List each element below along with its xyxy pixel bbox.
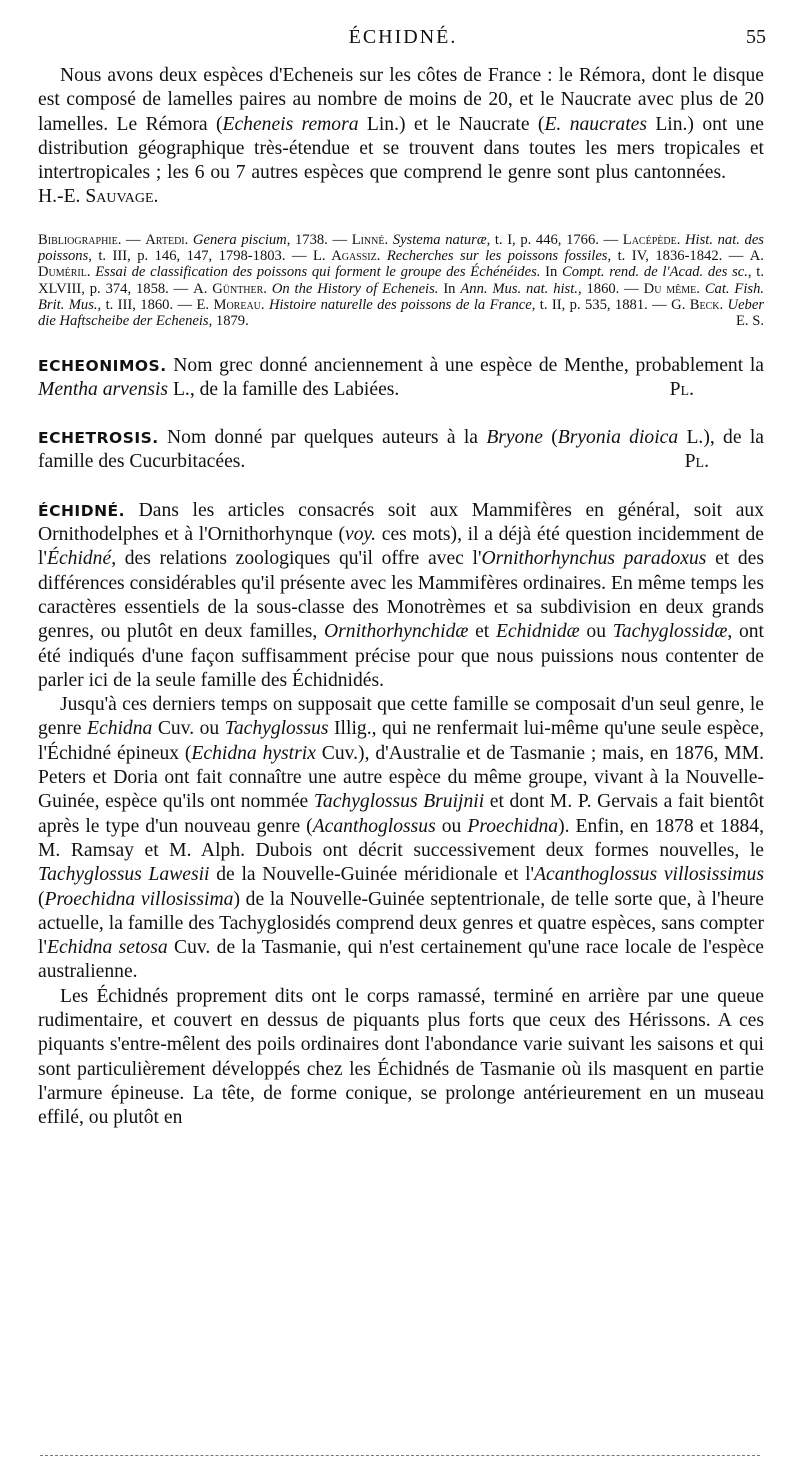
text-run: ( [38,888,45,910]
biblio-title: Genera piscium [192,231,287,248]
text-run: Jusqu'à ces derniers temps on supposait que cette famille se composait d'un seul genre, le genre [38,694,764,740]
text-run: ou [579,621,613,643]
text-run: , t. III, p. 146, 147, 1798-1803. — [88,248,313,265]
text-run: et [468,621,496,643]
running-title: ÉCHIDNÉ. [348,26,458,48]
author-signature: Pl. [684,451,709,473]
taxon-name: Bryonia dioica [557,427,679,449]
taxon-name: Tachyglossus [224,718,329,740]
text-run: , ont été indiqués d'une façon suffisamment précise pour que nous puissions nous contenter de parler ici de la seule famille des Échidnidés. [38,621,765,691]
text-run: voy. [345,524,377,546]
biblio-title: Histoire naturelle des poissons de la France [268,296,532,313]
taxon-name: Tachyglossus Bruijnii [313,791,485,813]
biblio-author: Du même. [643,280,700,297]
page-number: 55 [746,26,766,48]
biblio-author: A. Duméril. [38,248,764,281]
entry-echidne-paragraph-2 [38,693,764,985]
biblio-author: Lacépède. [622,231,681,248]
text-run: ces mots), il a déjà été question incidemment de l' [38,524,764,570]
biblio-title: Compt. rend. de l'Acad. des sc. [562,264,748,281]
taxon-name: Echidna hystrix [191,742,316,764]
text-run: L.), de la famille des Cucurbitacées. [38,427,764,473]
taxon-name: Echidnidæ [495,621,580,643]
biblio-author: Artedi. [145,231,189,248]
biblio-title: Hist. nat. des poissons [38,231,764,265]
body-text [38,64,764,1130]
entry-headword: ECHETROSIS. [38,429,159,448]
text-run: , t. III, 1860. — [97,296,197,313]
biblio-label: Bibliographie. [38,231,122,248]
taxon-name: Ornithorhynchus paradoxus [481,548,707,570]
text-run: ). Enfin, en 1878 et 1884, M. Ramsay et M. Alph. Dubois ont décrit successivement deux formes nouvelles, le [38,815,764,861]
taxon-name: Bryone [486,427,543,449]
taxon-name: Échidné [46,548,112,570]
biblio-author: L. Agassiz. [312,248,381,265]
bibliography [38,232,764,330]
text-run: et dont M. P. Gervais a fait bientôt après le type d'un nouveau genre ( [38,791,765,837]
biblio-author: G. Beck. [671,296,724,313]
text-run: ou [435,815,468,837]
biblio-title: Cat. Fish. Brit. Mus. [38,280,765,313]
text-run: In [540,264,563,281]
running-head [40,26,766,54]
entry-headword: ÉCHIDNÉ. [38,501,126,520]
text-run: Cuv. ou [152,718,225,740]
biblio-title: Recherches sur les poissons fossiles [386,248,608,265]
text-run: — [121,231,146,248]
text-run: In [438,280,461,297]
text-run: Illig., qui ne renfermait lui-même qu'une seule espèce, l'Échidné épineux ( [38,718,765,764]
text-run: Nom donné par quelques auteurs à la [158,427,487,449]
text-run: Nous avons deux espèces d'Echeneis sur les côtes de France : le Rémora, dont le disque est composé de lamelles paires au nombre de moins de 20, et le Naucrate avec plus de 20 lamelles. Le Rémora ( [38,65,764,135]
text-run: , 1860. — [577,280,644,297]
text-run: , 1879. [208,313,249,330]
entry-echidne-paragraph-3 [38,985,764,1131]
text-run: Lin.) et le Naucrate ( [358,113,545,135]
taxon-name: Mentha arvensis [38,378,169,400]
biblio-author: E. Moreau. [196,296,265,313]
entry-echidne-paragraph-1 [38,499,764,693]
taxon-name: Echidna setosa [46,937,168,959]
taxon-name: E. naucrates [544,113,647,135]
biblio-title: Essai de classification des poissons qui forment le groupe des Échénéides. [95,264,541,281]
text-run: Nom grec donné anciennement à une espèce de Menthe, probablement la [166,354,764,376]
biblio-title: Ueber die Haftscheibe der Echeneis [38,296,765,330]
text-run: Lin.) ont une distribution géographique très-étendue et se trouvent dans toutes les mers tropicales et intertropicales ; les 6 ou 7 autres espèces que comprend le genre sont plus cantonnées. [38,113,764,184]
taxon-name: Acanthoglossus villosissimus [534,864,764,886]
text-run: , t. I, p. 446, 1766. — [486,231,623,248]
taxon-name: Ornithorhynchidæ [324,621,469,643]
entry-echeonimos [38,354,764,403]
text-run: , t. II, p. 535, 1881. — [531,296,672,313]
entry-headword: ECHEONIMOS. [38,356,167,375]
text-run: , 1738. — [286,231,352,248]
text-run: Cuv. de la Tasmanie, qui n'est certainement qu'une race locale de l'espèce australienne. [38,937,765,983]
taxon-name: Echidna [87,718,153,740]
taxon-name: Proechidna villosissima [44,888,234,910]
taxon-name: Proechidna [467,815,559,837]
bottom-rule [40,1455,760,1456]
entry-echetrosis [38,426,764,475]
text-run: Cuv.), d'Australie et de Tasmanie ; mais, en 1876, MM. Peters et Doria ont fait connaître une autre espèce du même groupe, vivant à la Nouvelle-Guinée, espèce qu'ils ont nommée [38,742,764,813]
author-signature: H.-E. Sauvage. [38,186,159,208]
text-run: ) de la Nouvelle-Guinée septentrionale, de telle sorte que, à l'heure actuelle, la famille des Tachyglosidés comprend deux genres et quatre espèces, sans compter l' [38,888,764,959]
text-run: Les Échidnés proprement dits ont le corps ramassé, terminé en arrière par une queue rudimentaire, et couvert en dessus de piquants plus forts que ceux des Hérissons. A ces piquants s'entre-mêlent des poils ordinaires dont l'abondance varie suivant les saisons et qui sont particulièrement développés chez les Échidnés de Tasmanie où ils masquent en partie l'armure épineuse. La tête, de forme conique, se prolonge antérieurement en un museau effilé, ou plutôt en [38,985,764,1129]
biblio-title: Systema naturæ [392,231,487,248]
text-run: ( [542,427,558,449]
biblio-title: Ann. Mus. nat. hist. [460,280,578,297]
taxon-name: Acanthoglossus [312,815,436,837]
biblio-author: Linné. [351,231,389,248]
biblio-title: On the History of Echeneis. [271,280,439,297]
text-run: , t. XLVIII, p. 374, 1858. — [38,264,764,297]
text-run: et des différences considérables qu'il présente avec les Mammifères ordinaires. En même temps les caractères essentiels de la sous-classe des Monotrèmes et sa subdivision en deux grands genres, ou plutôt en deux familles, [38,548,764,643]
echeneis-paragraph [38,64,764,210]
taxon-name: Tachyglossus Lawesii [38,864,210,886]
taxon-name: Tachyglossidæ [612,621,728,643]
taxon-name: Echeneis remora [222,113,359,135]
author-signature: Pl. [669,378,694,400]
author-signature: E. S. [736,313,764,330]
text-run: , des relations zoologiques qu'il offre avec l' [111,548,482,570]
biblio-author: A. Günther. [193,280,267,297]
text-run: L., de la famille des Labiées. [168,378,400,400]
text-run: de la Nouvelle-Guinée méridionale et l' [209,864,535,886]
text-run: Dans les articles consacrés soit aux Mammifères en général, soit aux Ornithodelphes et à l'Ornithorhynque ( [38,499,764,546]
text-run: , t. IV, 1836-1842. — [607,248,750,265]
